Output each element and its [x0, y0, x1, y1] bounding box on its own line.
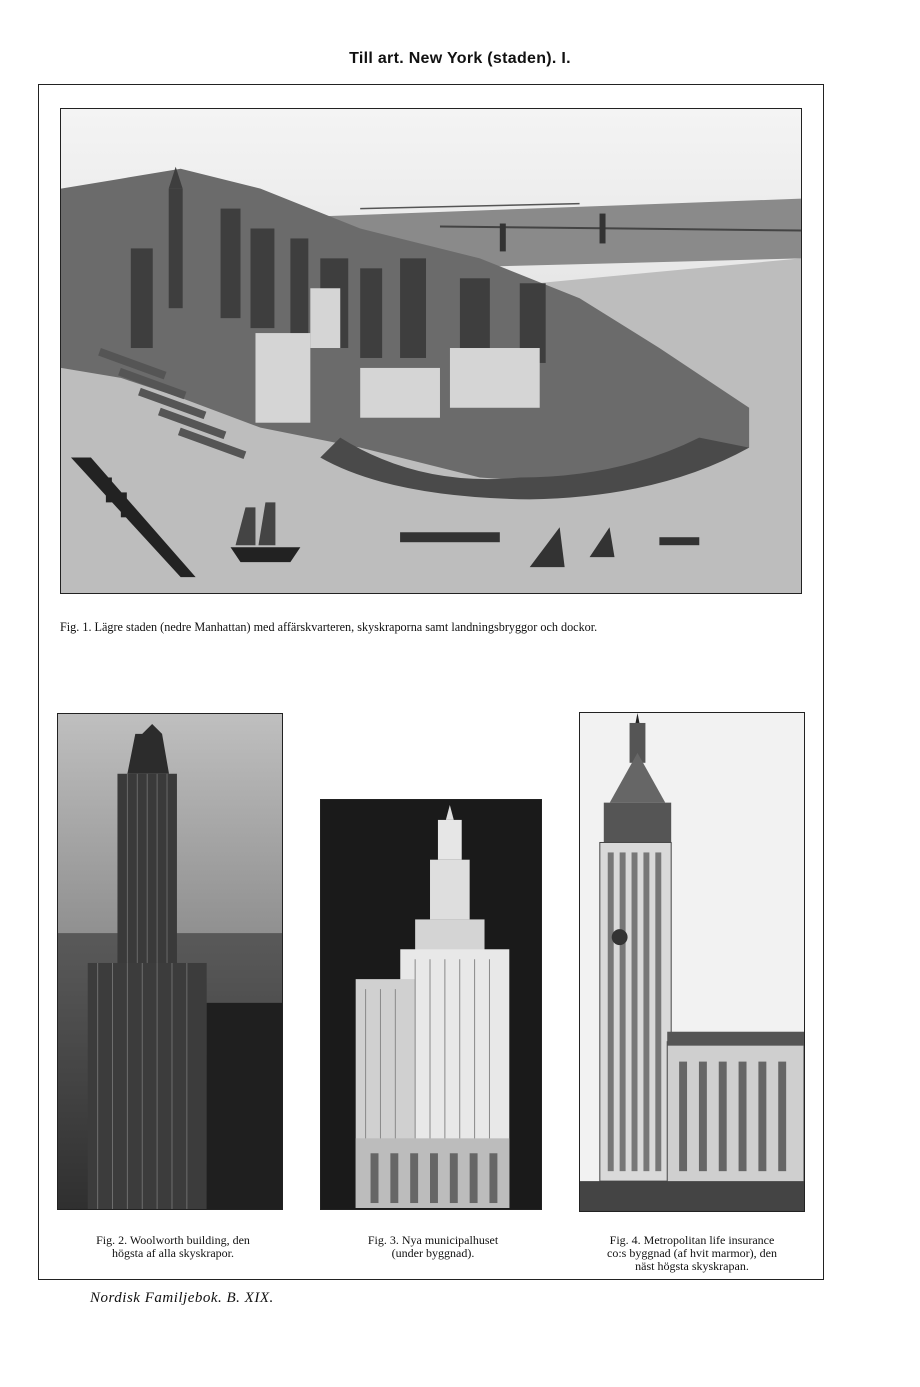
- figure-1-caption: Fig. 1. Lägre staden (nedre Manhattan) med affärskvarteren, skyskraporna samt landningsbryggor och dockor.: [60, 620, 598, 634]
- figure-1-photo: [60, 108, 802, 594]
- page-header: Till art. New York (staden). I.: [349, 50, 571, 67]
- figure-2-caption: [57, 1234, 289, 1260]
- page-footer: Nordisk Familjebok. B. XIX.: [90, 1290, 274, 1306]
- figure-3-caption-line1: Fig. 3. Nya municipalhuset: [367, 1233, 499, 1247]
- figure-4-caption: [574, 1234, 810, 1273]
- figure-4-photo: [579, 712, 805, 1212]
- figure-4-caption-line3: näst högsta skyskrapan.: [635, 1259, 749, 1273]
- figure-3-caption: [320, 1234, 546, 1260]
- figure-2-photo: [57, 713, 283, 1210]
- figure-2-caption-line1: Fig. 2. Woolworth building, den: [96, 1233, 250, 1247]
- figure-3-caption-line2: (under byggnad).: [391, 1246, 475, 1260]
- figure-4-caption-line1: Fig. 4. Metropolitan life insurance: [609, 1233, 775, 1247]
- figure-2-caption-line2: högsta af alla skyskrapor.: [112, 1246, 234, 1260]
- figure-4-caption-line2: co:s byggnad (af hvit marmor), den: [607, 1246, 777, 1260]
- figure-3-photo: [320, 799, 542, 1210]
